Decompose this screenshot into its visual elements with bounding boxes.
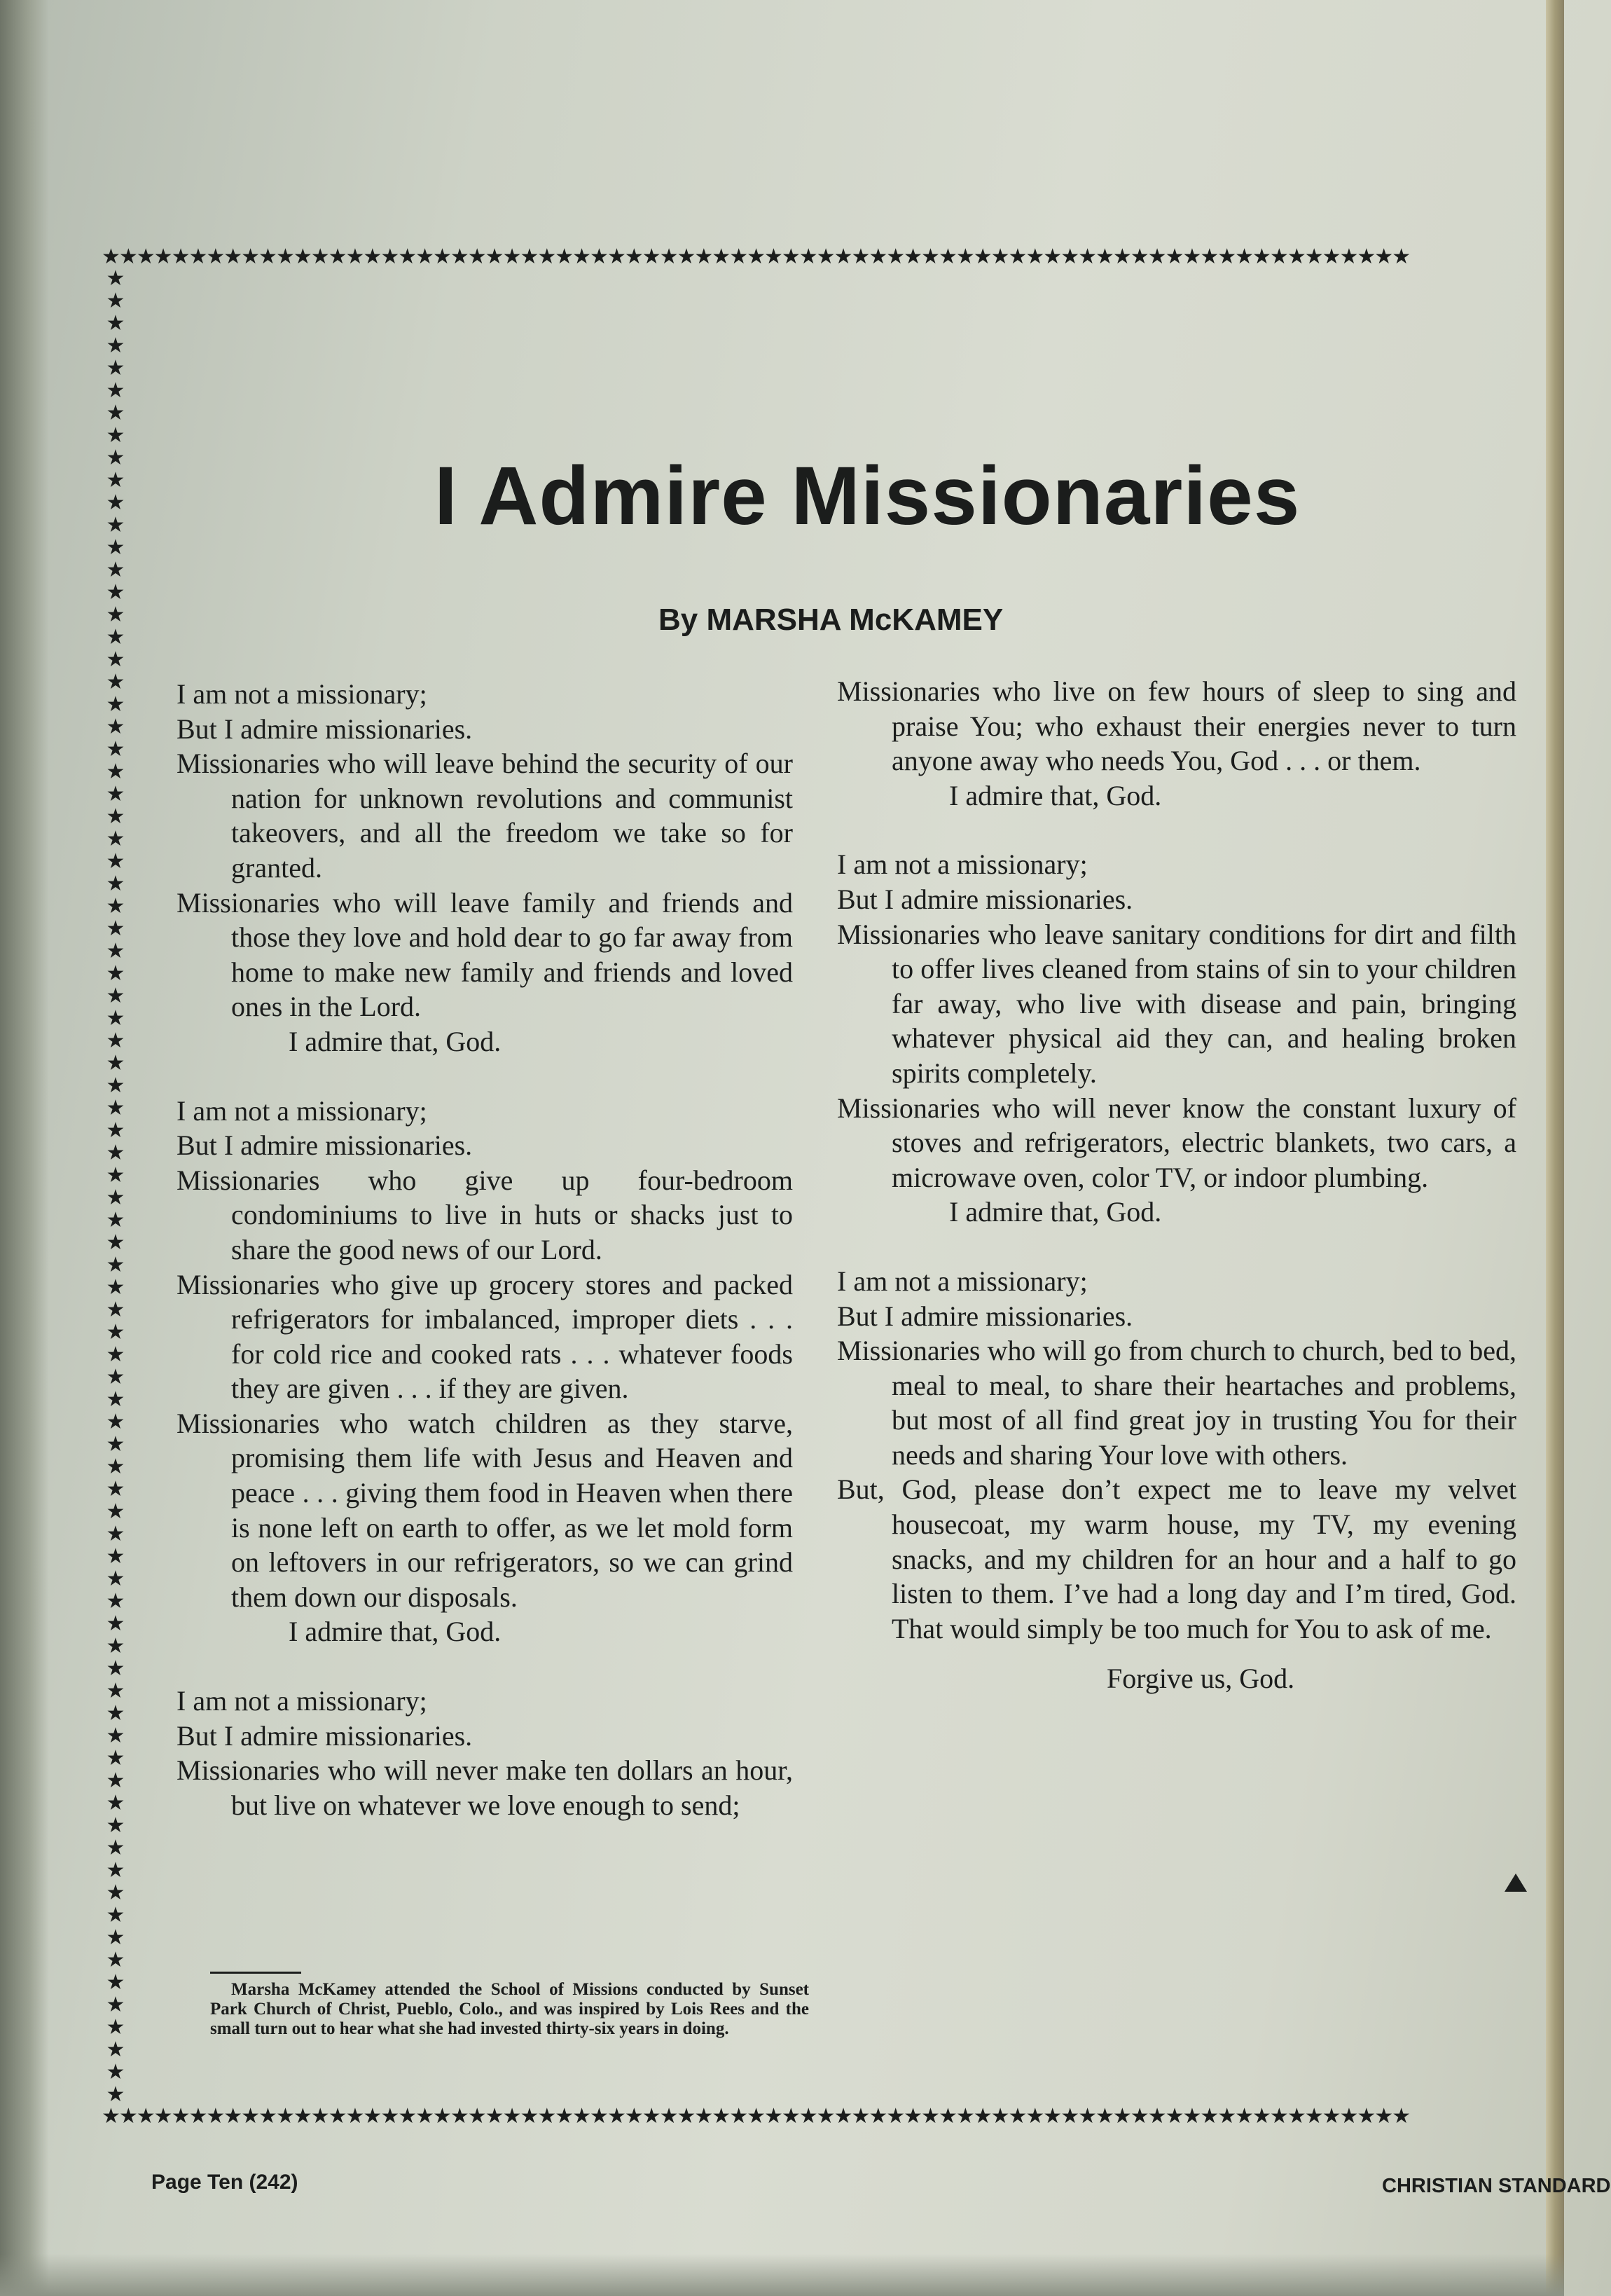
poem-line: But I admire missionaries.: [177, 1719, 473, 1752]
page-bottom-shadow: [0, 2254, 1564, 2296]
star-border-left: ★★★★★★★★★★★★★★★★★★★★★★★★★★★★★★★★★★★★★★★★★★★★★★★★★★★★★★★★★★★★★★★★★★★★★★★★★★★★★★★★★★: [106, 266, 125, 2107]
star-border-bottom: ★★★★★★★★★★★★★★★★★★★★★★★★★★★★★★★★★★★★★★★★★★★★★★★★★★★★★★★★★★★★★★★★★★★★★★★★★★★: [102, 2104, 1410, 2129]
poem-line: Missionaries who will leave family and friends and those they love and hold dear to go far away from home to make new family and friends and loved ones in the Lord.: [177, 886, 793, 1023]
magazine-name: CHRISTIAN STANDARD: [1382, 2175, 1611, 2197]
poem-line: I admire that, God.: [289, 1616, 502, 1648]
poem-line: Missionaries who will leave behind the security of our nation for unknown revolutions and communist takeovers, and all the freedom we take so for granted.: [177, 748, 793, 884]
stanza-gap: [177, 1059, 793, 1094]
poem-line: Missionaries who will never know the constant luxury of stoves and refrigerators, electric blankets, two cars, a microwave oven, color TV, or indoor plumbing.: [837, 1092, 1516, 1193]
poem-line: Missionaries who give up grocery stores and packed refrigerators for imbalanced, improper diets . . . for cold rice and cooked rats . . . whatever foods they are given . . . if they are given.: [177, 1268, 793, 1405]
poem-line: I admire that, God.: [949, 1196, 1162, 1228]
poem-line: But I admire missionaries.: [177, 713, 473, 745]
stanza-gap: [837, 1230, 1516, 1264]
poem-line: Missionaries who live on few hours of sleep to sing and praise You; who exhaust their energies never to turn anyone away who needs You, God . . . or them.: [837, 675, 1516, 777]
poem-line: I admire that, God.: [289, 1025, 502, 1057]
article-title: I Admire Missionaries: [434, 450, 1301, 542]
star-border-top: ★★★★★★★★★★★★★★★★★★★★★★★★★★★★★★★★★★★★★★★★★★★★★★★★★★★★★★★★★★★★★★★★★★★★★★★★★★★: [102, 245, 1410, 269]
poem-left-column: [177, 677, 793, 1822]
poem-line: Missionaries who will go from church to church, bed to bed, meal to meal, to share their heartaches and problems, but most of all find great joy in trusting You for their needs and sharing Your love with others.: [837, 1335, 1516, 1471]
end-triangle-icon: [1505, 1874, 1527, 1892]
poem-line: But I admire missionaries.: [177, 1129, 473, 1162]
poem-line: I am not a missionary;: [837, 848, 1088, 881]
page-gutter-shadow: [0, 0, 49, 2296]
author-footnote: Marsha McKamey attended the School of Missions conducted by Sunset Park Church of Christ, Pueblo, Colo., and was inspired by Lois Rees and the small turn out to hear what she had invested thirty-six years in doing.: [210, 1980, 809, 2038]
poem-line: Missionaries who give up four-bedroom condominiums to live in huts or shacks just to share the good news of our Lord.: [177, 1164, 793, 1265]
poem-line: Forgive us, God.: [1107, 1663, 1295, 1695]
poem-line: I am not a missionary;: [177, 1685, 427, 1717]
poem-right-column: [837, 674, 1516, 1696]
page-edge: [1546, 0, 1564, 2296]
poem-line: But I admire missionaries.: [837, 1300, 1133, 1332]
footnote-rule: [210, 1972, 301, 1974]
article-byline: By MARSHA McKAMEY: [658, 603, 1004, 637]
poem-line: I am not a missionary;: [837, 1265, 1088, 1297]
poem-line: I am not a missionary;: [177, 678, 427, 710]
poem-line: I am not a missionary;: [177, 1094, 427, 1127]
poem-line: But I admire missionaries.: [837, 883, 1133, 915]
poem-line: Missionaries who watch children as they starve, promising them life with Jesus and Heaven and peace . . . giving them food in Heaven when there is none left on earth to offer, as we let mold form on leftovers in our refrigerators, so we can grind them down our disposals.: [177, 1407, 793, 1613]
poem-line: I admire that, God.: [949, 779, 1162, 811]
poem-line: Missionaries who leave sanitary conditions for dirt and filth to offer lives cleaned from stains of sin to your children far away, who live with disease and pain, bringing whatever physical aid they can, and healing broken spirits completely.: [837, 918, 1516, 1089]
stanza-gap: [837, 813, 1516, 847]
poem-line: Missionaries who will never make ten dollars an hour, but live on whatever we love enough to send;: [177, 1754, 793, 1821]
stanza-gap: [177, 1649, 793, 1684]
poem-line: But, God, please don’t expect me to leave my velvet housecoat, my warm house, my TV, my evening snacks, and my children for an hour and a half to go listen to them. I’ve had a long day and I’m tired, God. That would simply be too much for You to ask of me.: [837, 1473, 1516, 1644]
page-number: Page Ten (242): [151, 2171, 298, 2194]
